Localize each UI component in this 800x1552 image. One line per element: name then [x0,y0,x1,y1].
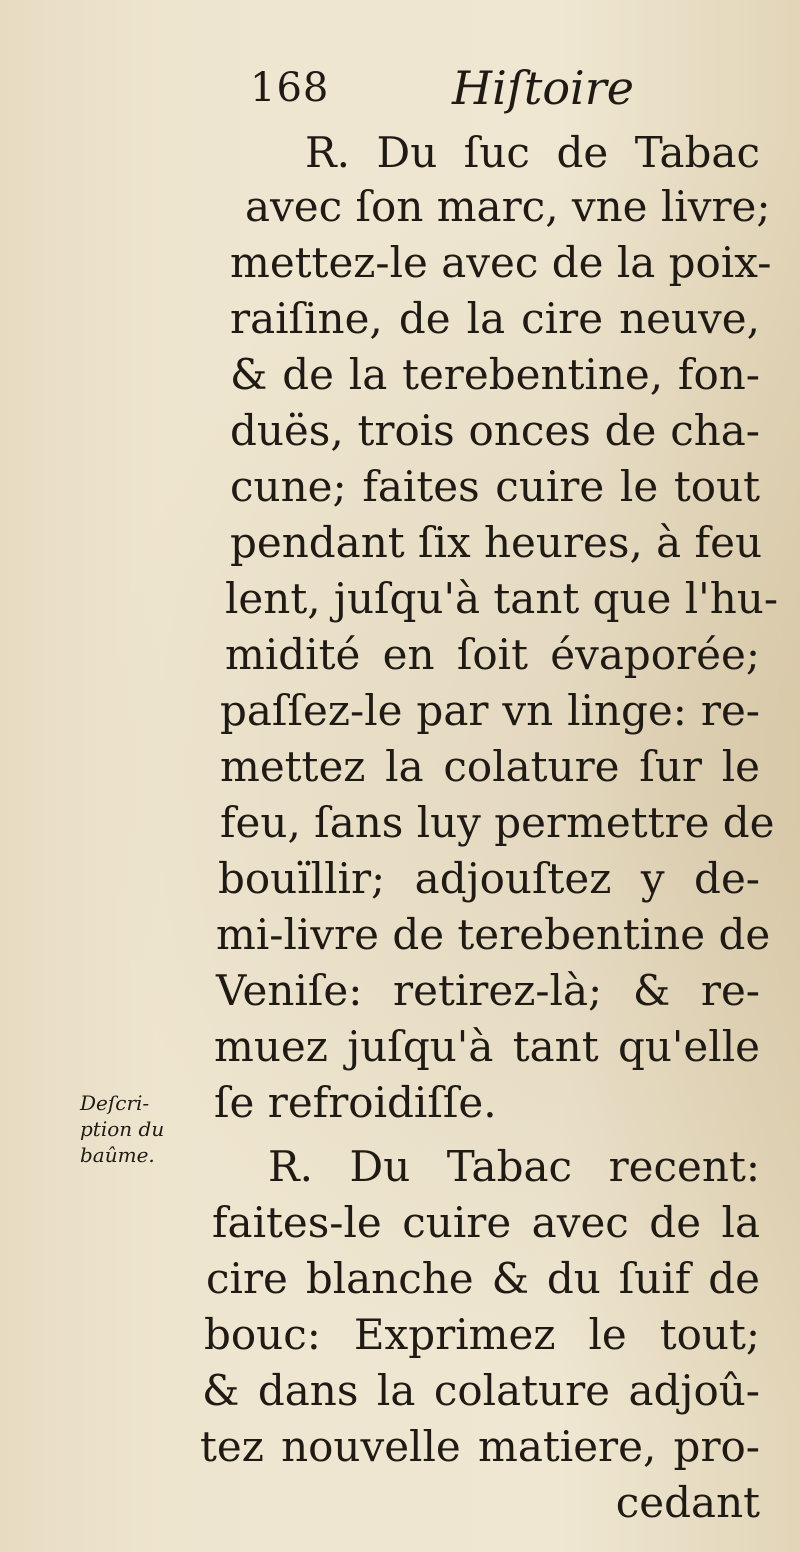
text-line: mettez-le avec de la poix- [230,238,772,287]
text-line: mi-livre de terebentine de [216,910,771,959]
margin-note-line: Deſcri- [80,1091,150,1115]
margin-note-line: baûme. [80,1143,155,1167]
text-line: bouïllir; adjouſtez y de- [218,854,760,903]
text-line: raiſine, de la cire neuve, [230,294,760,343]
text-line: muez juſqu'à tant qu'elle [214,1022,760,1071]
text-line: & de la terebentine, fon- [230,350,760,399]
margin-note-line: ption du [80,1117,165,1141]
text-line: tez nouvelle matiere, pro- [200,1422,760,1471]
text-line: duës, trois onces de cha- [230,406,760,455]
text-line: cune; faites cuire le tout [230,462,760,511]
text-line: midité en ſoit évaporée; [225,630,760,679]
text-line: R. Du ſuc de Tabac [305,128,760,177]
catchword: cedant [615,1478,760,1527]
text-line: avec ſon marc, vne livre; [245,182,771,231]
text-line: & dans la colature adjoû- [202,1366,760,1415]
text-line: ſe refroidiſſe. [214,1078,497,1127]
text-line: mettez la colature ſur le [220,742,760,791]
text-line: cire blanche & du ſuif de [206,1254,760,1303]
text-line: lent, juſqu'à tant que l'hu- [225,574,779,623]
text-line: feu, ſans luy permettre de [220,798,775,847]
text-line: R. Du Tabac recent: [268,1142,760,1191]
text-line: faites-le cuire avec de la [212,1198,760,1247]
running-title: Hiſtoire [452,61,634,115]
text-line: paſſez-le par vn linge: re- [220,686,760,735]
text-line: Veniſe: retirez-là; & re- [216,966,760,1015]
text-line: pendant ſix heures, à feu [230,518,762,567]
page-number: 168 [250,65,330,111]
text-line: bouc: Exprimez le tout; [204,1310,760,1359]
